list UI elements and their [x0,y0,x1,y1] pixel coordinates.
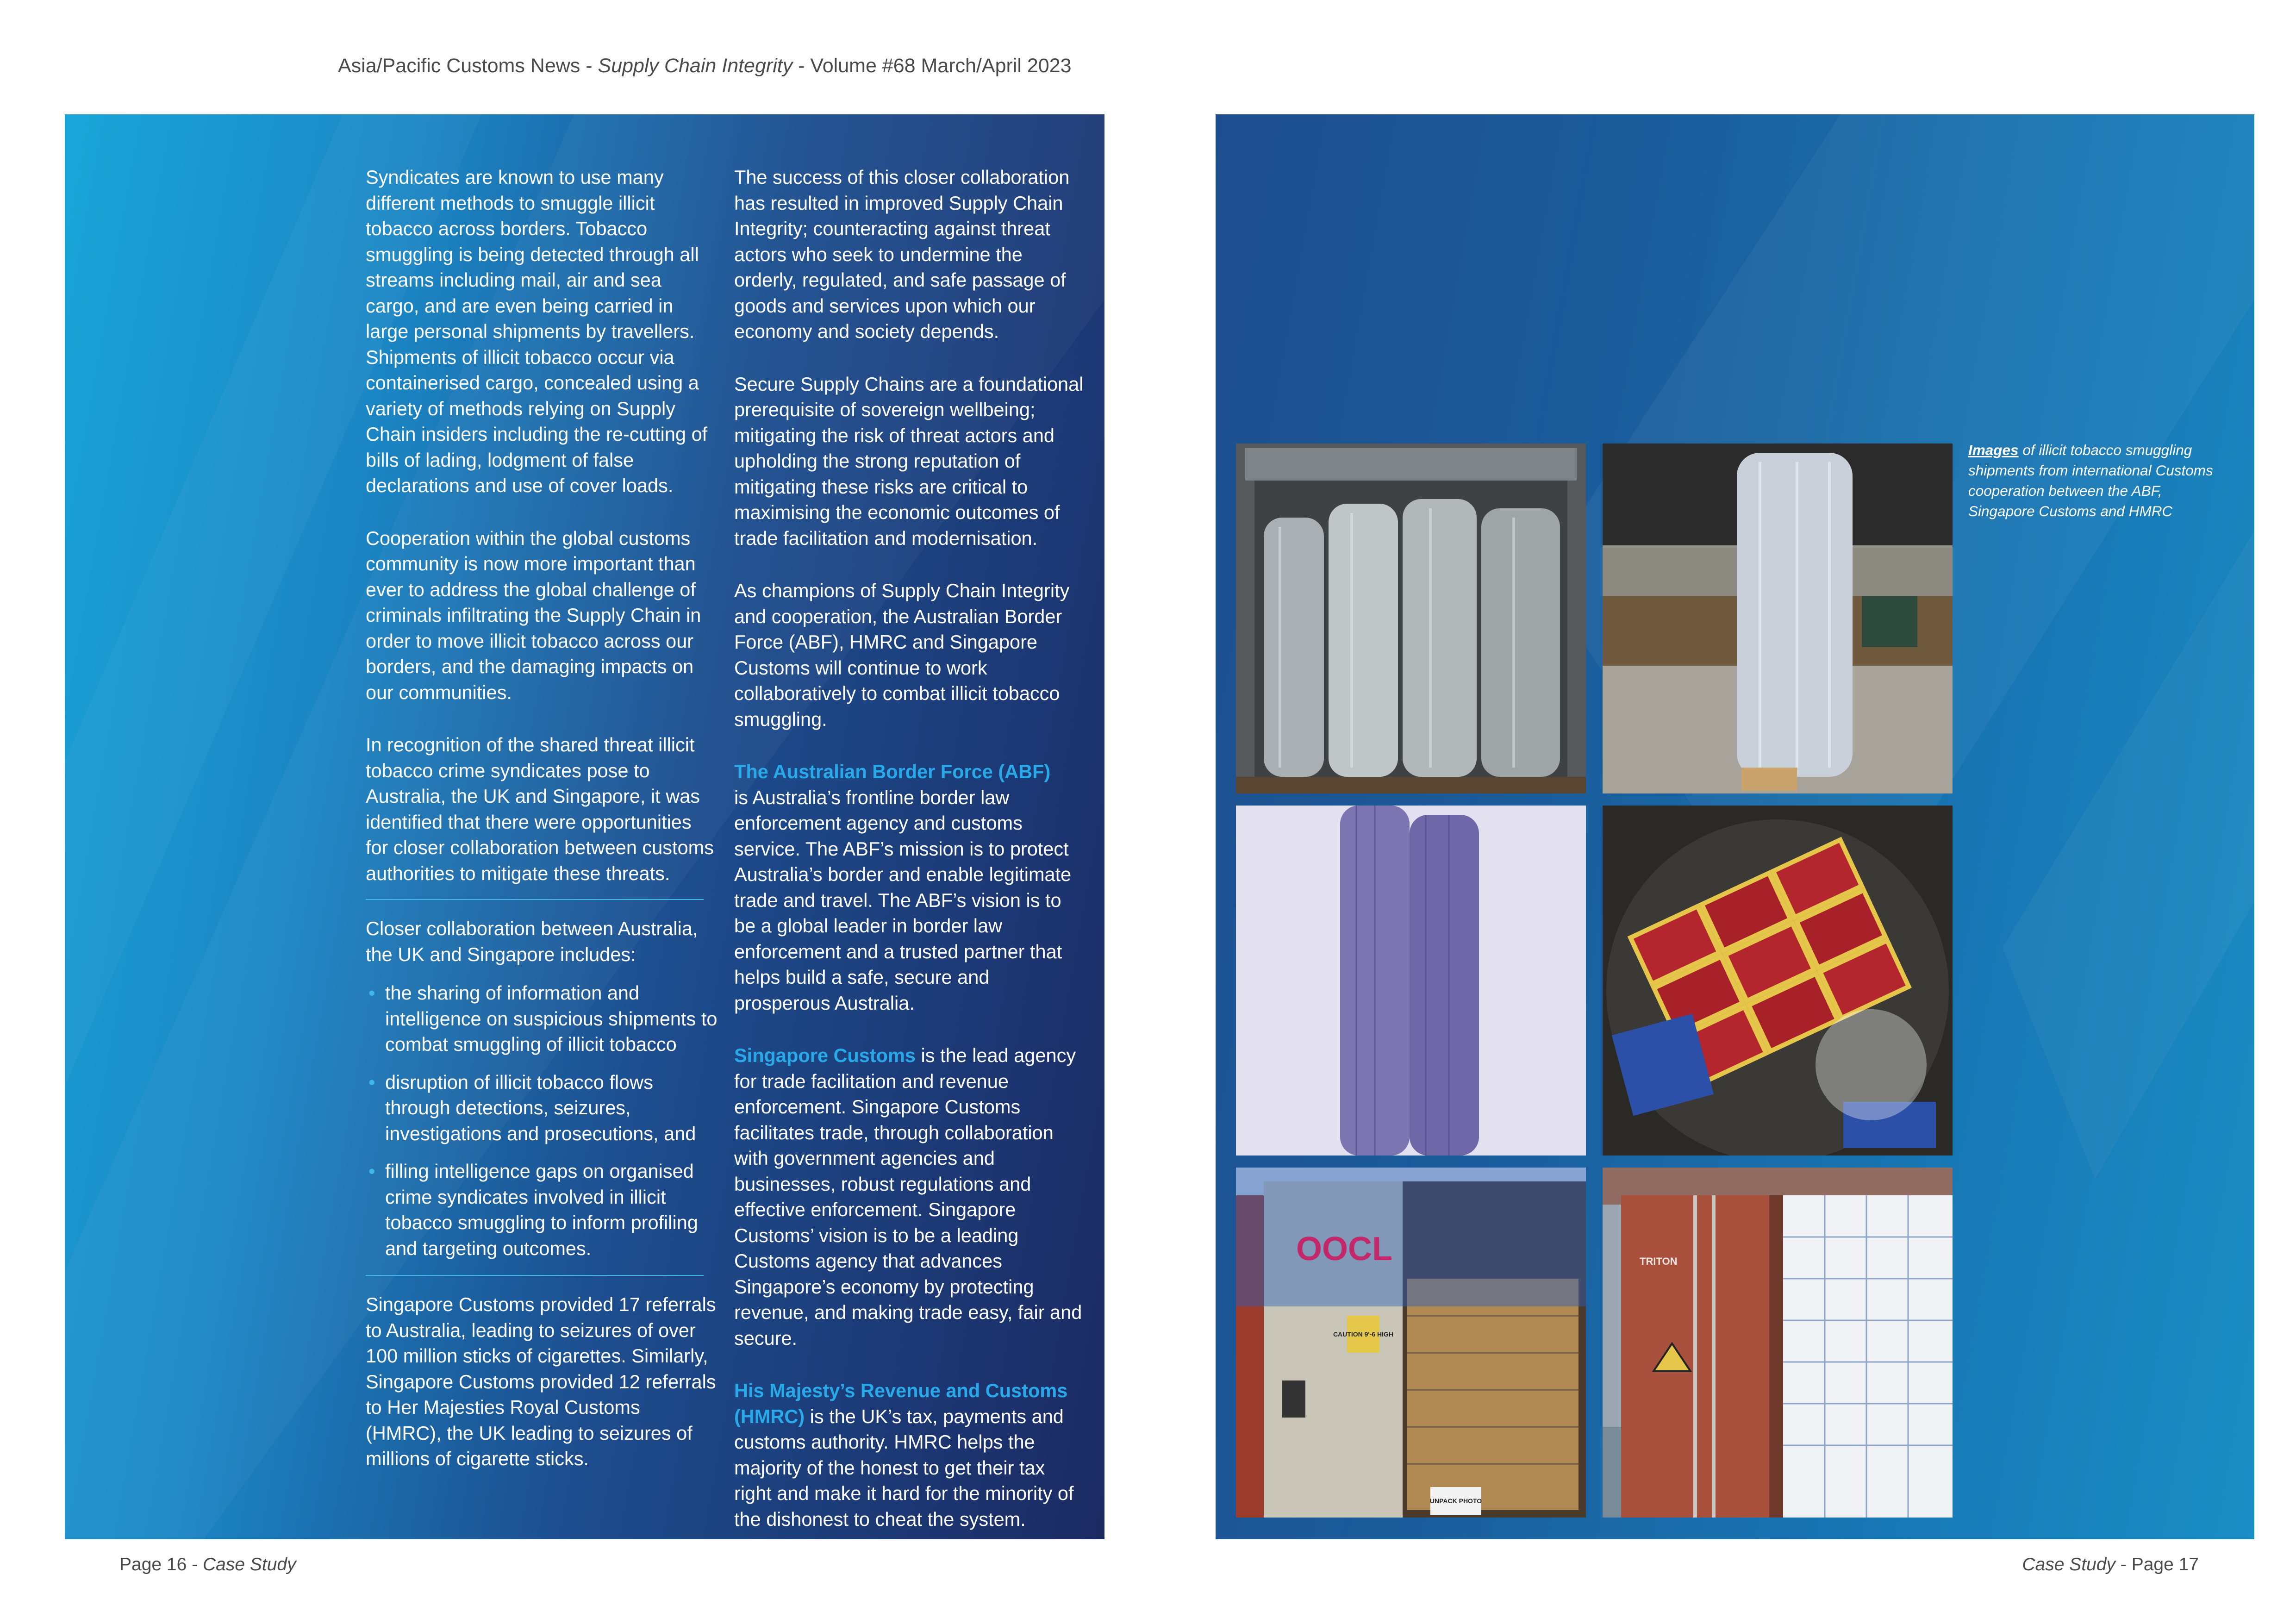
left-page-panel [65,114,1104,1539]
paragraph-secure-supply-chains: Secure Supply Chains are a foundational prerequisite of sovereign wellbeing; mitigating the risk of threat actors and upholding the strong reputation of mitigating these risks are critical to maximising the economic outcomes of trade facilitation and modernisation. [734,373,1084,549]
container-brand-text: OOCL [1296,1230,1392,1268]
paragraph-syndicates: Syndicates are known to use many different methods to smuggle illicit tobacco across borders. Tobacco smuggling is being detected through all streams including mail, air and sea cargo, and are even being carried in large personal shipments by travellers. Shipments of illicit tobacco occur via containerised cargo, concealed using a variety of methods relying on Supply Chain insiders including the re-cutting of bills of lading, lodgment of false declarations and use of cover loads. [366,166,708,496]
running-header: Asia/Pacific Customs News - Supply Chain Integrity - Volume #68 March/April 2023 [338,55,1072,77]
paragraph-success: The success of this closer collaboration has resulted in improved Supply Chain Integrity; counteracting against threat actors who seek to undermine the orderly, regulated, and safe passage of goods and services upon which our economy and society depends. [734,166,1070,342]
paragraph-singapore-customs: Singapore Customs is the lead agency for trade facilitation and revenue enforcement. Singapore Customs facilitates trade, through collaboration with government agencies and businesses, robust regulations and effective enforcement. Singapore Customs’ vision is to be a leading Customs agency that advances Singapore’s economy by protecting revenue, and making trade easy, fair and secure. [734,1044,1082,1349]
divider-rule [366,1275,704,1276]
hmrc-heading: His Majesty’s Revenue and Customs (HMRC) [734,1380,1068,1427]
photo-caption: Images of illicit tobacco smuggling shipments from international Customs cooperation between the ABF, Singapore Customs and HMRC [1968,442,2213,519]
bullet-icon: • [368,1160,375,1182]
caution-label-text: CAUTION 9'-6 HIGH [1333,1330,1394,1338]
paragraph-hmrc: His Majesty’s Revenue and Customs (HMRC) is the UK’s tax, payments and customs authority. HMRC helps the majority of the honest to get their tax right and make it hard for the minority of the dishonest to cheat the system. [734,1380,1074,1530]
photo-xray-scan [1236,806,1586,1156]
paragraph-recognition: In recognition of the shared threat illicit tobacco crime syndicates pose to Australia, the UK and Singapore, it was identified that there were opportunities for closer collaboration between customs authorities to mitigate these threats. [366,734,714,884]
photo-container-foil-rolls [1236,443,1586,793]
photo-oocl-container [1236,1168,1586,1518]
list-item: • the sharing of information and intelligence on suspicious shipments to combat smuggling of illicit tobacco [366,980,718,1057]
bullet-icon: • [368,1071,375,1093]
unpack-photo-label: UNPACK PHOTO [1429,1497,1482,1505]
footer-left: Page 16 - Case Study [119,1555,296,1574]
singapore-customs-heading: Singapore Customs [734,1044,916,1066]
photo-cigarette-cartons [1603,806,1953,1156]
photo-triton-container-boxes [1603,1168,1953,1518]
paragraph-referrals: Singapore Customs provided 17 referrals to Australia, leading to seizures of over 100 million sticks of cigarettes. Similarly, Singapore Customs provided 12 referrals to Her Majesties Royal Customs (HMRC), the UK leading to seizures of millions of cigarette sticks. [366,1293,716,1469]
photo-warehouse-wrapped-column [1603,443,1953,793]
paragraph-cooperation: Cooperation within the global customs community is now more important than ever to address the global challenge of criminals infiltrating the Supply Chain in order to move illicit tobacco across our borders, and the damaging impacts on our communities. [366,527,701,703]
bullet-icon: • [368,982,375,1004]
text-column-left [366,164,718,1499]
list-item: • filling intelligence gaps on organised crime syndicates involved in illicit tobacco smuggling to inform profiling and targeting outcomes. [366,1158,718,1261]
footer-right: Case Study - Page 17 [2022,1555,2199,1574]
divider-rule [366,899,704,900]
text-column-right [734,164,1086,1539]
collaboration-list [366,980,718,1261]
paragraph-champions: As champions of Supply Chain Integrity and cooperation, the Australian Border Force (ABF), HMRC and Singapore Customs will continue to work collaboratively to combat illicit tobacco smuggling. [734,580,1070,730]
paragraph-abf: The Australian Border Force (ABF) is Australia’s frontline border law enforcement agency and customs service. The ABF’s mission is to protect Australia’s border and enable legitimate trade and travel. The ABF’s vision is to be a global leader in border law enforcement and a trusted partner that helps build a safe, secure and prosperous Australia. [734,761,1072,1014]
abf-heading: The Australian Border Force (ABF) [734,761,1051,782]
list-item: • disruption of illicit tobacco flows through detections, seizures, investigations and prosecutions, and [366,1069,718,1147]
triton-label-text: TRITON [1640,1255,1678,1267]
paragraph-collaboration-intro: Closer collaboration between Australia, the UK and Singapore includes: [366,918,698,965]
images-link[interactable]: Images [1968,442,2019,458]
